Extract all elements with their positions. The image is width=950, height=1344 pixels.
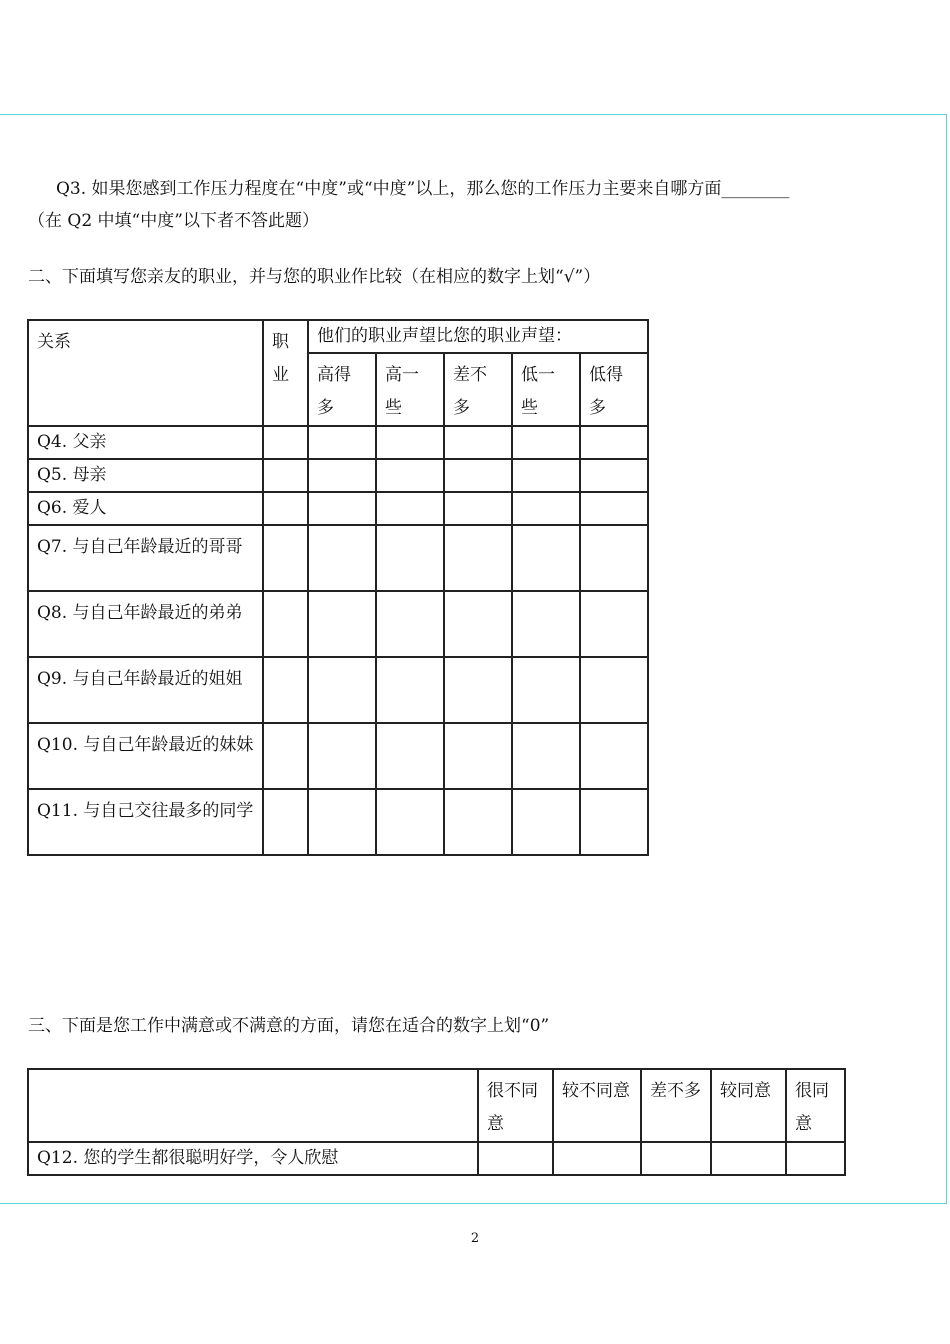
occupation-cell[interactable] [263,492,308,525]
option-agree: 较同意 [711,1069,786,1142]
rating-cell[interactable] [376,492,444,525]
relatives-occupation-table [27,319,649,856]
header-compare: 他们的职业声望比您的职业声望： [308,320,648,353]
occupation-cell[interactable] [263,789,308,855]
satisfaction-rows [28,1142,845,1175]
option-neutral: 差不多 [641,1069,711,1142]
table-row [28,591,648,657]
rating-cell[interactable] [308,657,376,723]
rating-cell[interactable] [376,459,444,492]
occupation-cell[interactable] [263,459,308,492]
rating-cell[interactable] [376,723,444,789]
rating-cell[interactable] [376,525,444,591]
rating-cell[interactable] [580,426,648,459]
rating-cell[interactable] [444,525,512,591]
table-row [28,525,648,591]
rating-cell[interactable] [444,657,512,723]
page-number: 2 [470,1231,480,1246]
table-row [28,459,648,492]
occupation-cell[interactable] [263,426,308,459]
option-much-lower: 低得多 [580,353,648,426]
row-label: Q10. 与自己年龄最近的妹妹 [28,723,263,789]
q3-question-text: Q3. 如果您感到工作压力程度在“中度”或“中度”以上，那么您的工作压力主要来自哪方面________ [56,179,790,199]
rating-cell[interactable] [308,492,376,525]
rating-cell[interactable] [580,492,648,525]
section3-heading: 三、下面是您工作中满意或不满意的方面，请您在适合的数字上划“0” [28,1016,550,1036]
rating-cell[interactable] [512,459,580,492]
rating-cell[interactable] [308,426,376,459]
rating-cell[interactable] [512,525,580,591]
rating-cell[interactable] [580,459,648,492]
option-much-higher: 高得多 [308,353,376,426]
rating-cell[interactable] [376,591,444,657]
rating-cell[interactable] [376,789,444,855]
table-row [28,657,648,723]
option-strongly-disagree: 很不同意 [478,1069,553,1142]
section2-heading: 二、下面填写您亲友的职业，并与您的职业作比较（在相应的数字上划“√”） [28,267,601,287]
option-somewhat-lower: 低一些 [512,353,580,426]
rating-cell[interactable] [512,789,580,855]
rating-cell[interactable] [580,789,648,855]
rating-cell[interactable] [376,657,444,723]
occupation-cell[interactable] [263,657,308,723]
option-strongly-agree: 很同意 [786,1069,845,1142]
rating-cell[interactable] [553,1142,641,1175]
rating-cell[interactable] [308,789,376,855]
rating-cell[interactable] [512,426,580,459]
rating-cell[interactable] [580,657,648,723]
satisfaction-table [27,1068,846,1176]
table-row [28,1142,845,1175]
rating-cell[interactable] [478,1142,553,1175]
rating-cell[interactable] [711,1142,786,1175]
rating-cell[interactable] [512,591,580,657]
rating-cell[interactable] [444,459,512,492]
header-relation: 关系 [28,320,263,426]
rating-cell[interactable] [444,789,512,855]
option-disagree: 较不同意 [553,1069,641,1142]
rating-cell[interactable] [444,492,512,525]
rating-cell[interactable] [580,591,648,657]
row-label: Q9. 与自己年龄最近的姐姐 [28,657,263,723]
rating-cell[interactable] [308,591,376,657]
row-label: Q4. 父亲 [28,426,263,459]
rating-cell[interactable] [308,459,376,492]
row-label: Q11. 与自己交往最多的同学 [28,789,263,855]
rating-cell[interactable] [444,723,512,789]
rating-cell[interactable] [444,591,512,657]
table-row [28,723,648,789]
row-label: Q8. 与自己年龄最近的弟弟 [28,591,263,657]
header-occupation: 职业 [263,320,308,426]
rating-cell[interactable] [444,426,512,459]
option-somewhat-higher: 高一些 [376,353,444,426]
option-about-same: 差不多 [444,353,512,426]
table-row [28,492,648,525]
header-item [28,1069,478,1142]
q3-note: （在 Q2 中填“中度”以下者不答此题） [28,211,319,231]
row-label: Q5. 母亲 [28,459,263,492]
row-label: Q6. 爱人 [28,492,263,525]
table-row [28,426,648,459]
row-label: Q12. 您的学生都很聪明好学，令人欣慰 [28,1142,478,1175]
relatives-rows [28,426,648,855]
occupation-cell[interactable] [263,723,308,789]
table-row [28,789,648,855]
row-label: Q7. 与自己年龄最近的哥哥 [28,525,263,591]
rating-cell[interactable] [641,1142,711,1175]
rating-cell[interactable] [376,426,444,459]
rating-cell[interactable] [580,723,648,789]
occupation-cell[interactable] [263,591,308,657]
rating-cell[interactable] [786,1142,845,1175]
rating-cell[interactable] [512,657,580,723]
rating-cell[interactable] [308,525,376,591]
rating-cell[interactable] [308,723,376,789]
rating-cell[interactable] [512,723,580,789]
rating-cell[interactable] [580,525,648,591]
occupation-cell[interactable] [263,525,308,591]
rating-cell[interactable] [512,492,580,525]
